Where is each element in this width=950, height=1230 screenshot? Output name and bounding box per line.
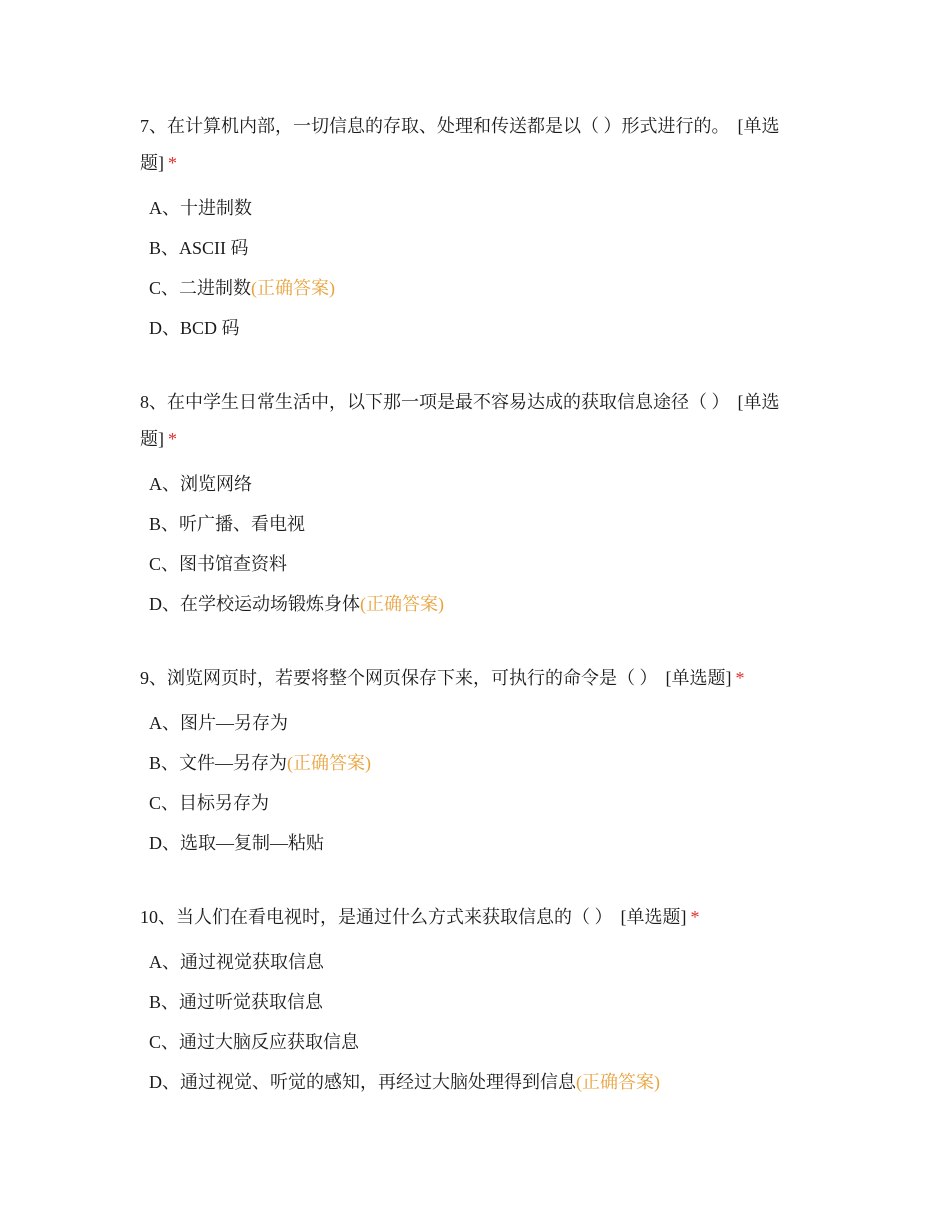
correct-answer-tag: (正确答案) — [360, 594, 444, 614]
option-item — [140, 942, 805, 982]
question-text: 9、浏览网页时，若要将整个网页保存下来，可执行的命令是（ ） — [140, 668, 658, 688]
question-type-tag: [单选题] — [665, 668, 732, 688]
option-item — [140, 544, 805, 584]
question-type-tag: [单选题] — [620, 907, 687, 927]
option-item — [140, 783, 805, 823]
required-star: * — [690, 907, 700, 927]
correct-answer-tag: (正确答案) — [576, 1072, 660, 1092]
option-item — [140, 504, 805, 544]
option-text: D、BCD 码 — [149, 318, 240, 338]
option-item — [140, 308, 805, 348]
option-item — [140, 228, 805, 268]
option-item — [140, 703, 805, 743]
option-item — [140, 823, 805, 863]
question-title — [140, 108, 805, 182]
option-text: C、图书馆查资料 — [149, 554, 288, 574]
option-item — [140, 1022, 805, 1062]
question-text: 7、在计算机内部，一切信息的存取、处理和传送都是以（ ）形式进行的。 — [140, 116, 730, 136]
option-text: A、十进制数 — [149, 198, 252, 218]
option-item — [140, 584, 805, 624]
question-title — [140, 384, 805, 458]
option-text: C、目标另存为 — [149, 793, 270, 813]
option-item — [140, 982, 805, 1022]
option-text: D、在学校运动场锻炼身体 — [149, 594, 360, 614]
option-text: B、通过听觉获取信息 — [149, 992, 324, 1012]
question-list — [140, 108, 805, 1138]
option-text: B、听广播、看电视 — [149, 514, 306, 534]
option-text: D、通过视觉、听觉的感知，再经过大脑处理得到信息 — [149, 1072, 576, 1092]
option-text: A、浏览网络 — [149, 474, 252, 494]
required-star: * — [735, 668, 745, 688]
option-text: C、二进制数 — [149, 278, 252, 298]
required-star: * — [168, 429, 177, 449]
question-title — [140, 660, 805, 697]
question-title — [140, 899, 805, 936]
option-text: B、文件—另存为 — [149, 753, 288, 773]
question-type-tag: [单选题] — [140, 116, 780, 173]
option-text: B、ASCII 码 — [149, 238, 249, 258]
question-type-tag: [单选题] — [140, 392, 780, 449]
option-item — [140, 268, 805, 308]
question-text: 10、当人们在看电视时，是通过什么方式来获取信息的（ ） — [140, 907, 613, 927]
question-item — [140, 660, 805, 863]
correct-answer-tag: (正确答案) — [287, 753, 372, 773]
option-item — [140, 464, 805, 504]
option-text: A、图片—另存为 — [149, 713, 288, 733]
question-item — [140, 384, 805, 624]
question-text: 8、在中学生日常生活中，以下那一项是最不容易达成的获取信息途径（ ） — [140, 392, 730, 412]
option-item — [140, 1062, 805, 1102]
option-text: D、选取—复制—粘贴 — [149, 833, 324, 853]
option-text: C、通过大脑反应获取信息 — [149, 1032, 360, 1052]
option-item — [140, 743, 805, 783]
required-star: * — [168, 153, 177, 173]
correct-answer-tag: (正确答案) — [251, 278, 336, 298]
question-item — [140, 899, 805, 1102]
option-text: A、通过视觉获取信息 — [149, 952, 324, 972]
option-item — [140, 188, 805, 228]
question-item — [140, 108, 805, 348]
